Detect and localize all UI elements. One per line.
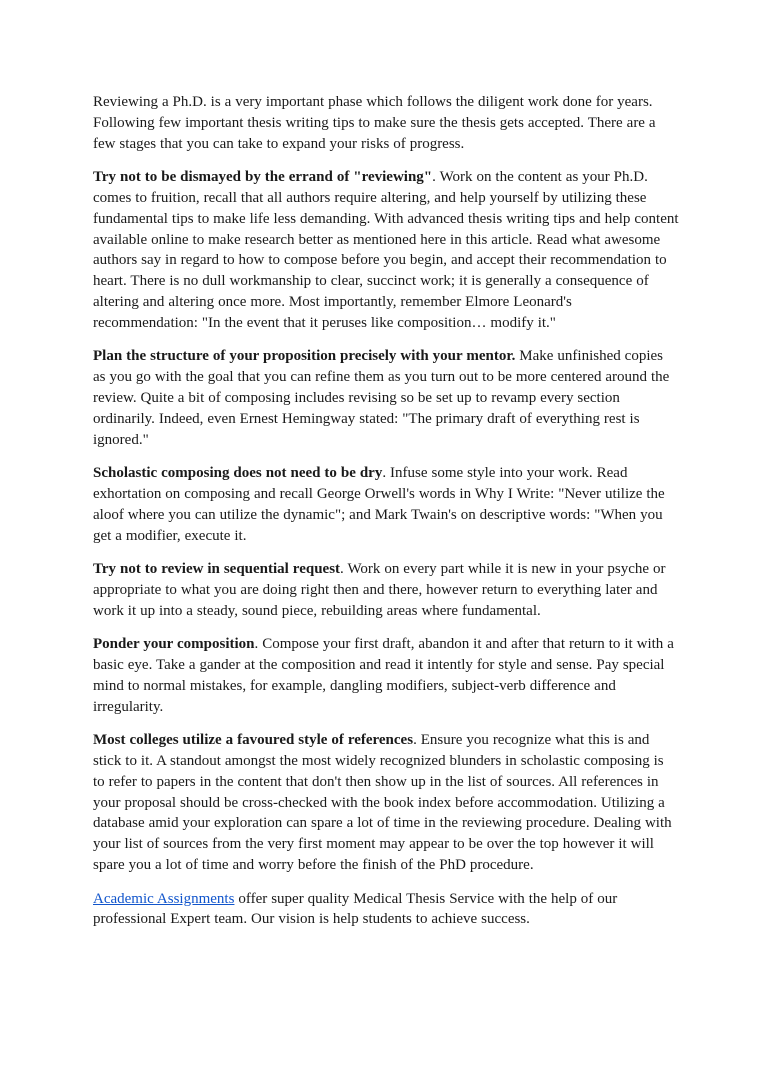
section-paragraph-style	[93, 463, 679, 546]
section-body: . Infuse some style into your work. Read exhortation on composing and recall George Orwell's words in Why I Write: "Never utilize the aloof where you can utilize the dynamic"; and Mark Twain's on descriptive words: "When you get a modifier, execute it.	[93, 465, 665, 544]
section-paragraph-reviewing	[93, 167, 679, 333]
section-body: . Ensure you recognize what this is and stick to it. A standout amongst the most widely recognized blunders in scholastic composing is to refer to papers in the content that don't then show up in the list of sources. All references in your proposal should be cross-checked with the book index before accommodation. Utilizing a database amid your exploration can spare a lot of time in the reviewing procedure. Dealing with your list of sources from the very first moment may appear to be over the top however it will spare you a lot of time and worry before the finish of the PhD procedure.	[93, 732, 672, 874]
section-body: . Work on every part while it is new in your psyche or appropriate to what you are doing right then and there, however return to everything later and work it up into a steady, sound piece, rebuilding areas where fundamental.	[93, 561, 666, 619]
section-body: . Compose your first draft, abandon it and after that return to it with a basic eye. Take a gander at the composition and read it intently for style and sense. Pay special mind to normal mistakes, for example, dangling modifiers, subject-verb difference and irregularity.	[93, 636, 674, 715]
closing-paragraph	[93, 889, 679, 931]
section-body: . Work on the content as your Ph.D. comes to fruition, recall that all authors require altering, and help yourself by utilizing these fundamental tips to make life less demanding. With advanced thesis writing tips and help content available online to make research better as mentioned here in this article. Read what awesome authors say in regard to how to compose before you begin, and accept their recommendation to heart. There is no dull workmanship to clear, succinct work; it is generally a consequence of altering and altering once more. Most importantly, remember Elmore Leonard's recommendation: "In the event that it peruses like composition… modify it."	[93, 169, 679, 331]
section-paragraph-structure	[93, 346, 679, 450]
section-heading: Try not to be dismayed by the errand of "reviewing"	[93, 169, 433, 186]
section-heading: Ponder your composition	[93, 636, 255, 653]
section-heading: Try not to review in sequential request	[93, 561, 341, 578]
intro-paragraph: Reviewing a Ph.D. is a very important phase which follows the diligent work done for years. Following few important thesis writing tips to make sure the thesis gets accepted. There are a few stages that you can take to expand your risks of progress.	[93, 94, 656, 152]
section-body: Make unfinished copies as you go with the goal that you can refine them as you turn out to be more centered around the review. Quite a bit of composing includes revising so be set up to revamp every section ordinarily. Indeed, even Ernest Hemingway stated: "The primary draft of everything rest is ignored."	[93, 348, 670, 448]
section-paragraph-references	[93, 730, 679, 876]
section-paragraph-composition	[93, 634, 679, 717]
academic-assignments-link[interactable]: Academic Assignments	[93, 890, 235, 907]
section-heading: Plan the structure of your proposition precisely with your mentor.	[93, 348, 516, 365]
section-heading: Most colleges utilize a favoured style of references	[93, 732, 414, 749]
section-paragraph-order	[93, 559, 679, 621]
closing-text: offer super quality Medical Thesis Service with the help of our professional Expert team. Our vision is help students to achieve success.	[93, 890, 618, 928]
document-page	[93, 92, 679, 943]
section-heading: Scholastic composing does not need to be dry	[93, 465, 383, 482]
